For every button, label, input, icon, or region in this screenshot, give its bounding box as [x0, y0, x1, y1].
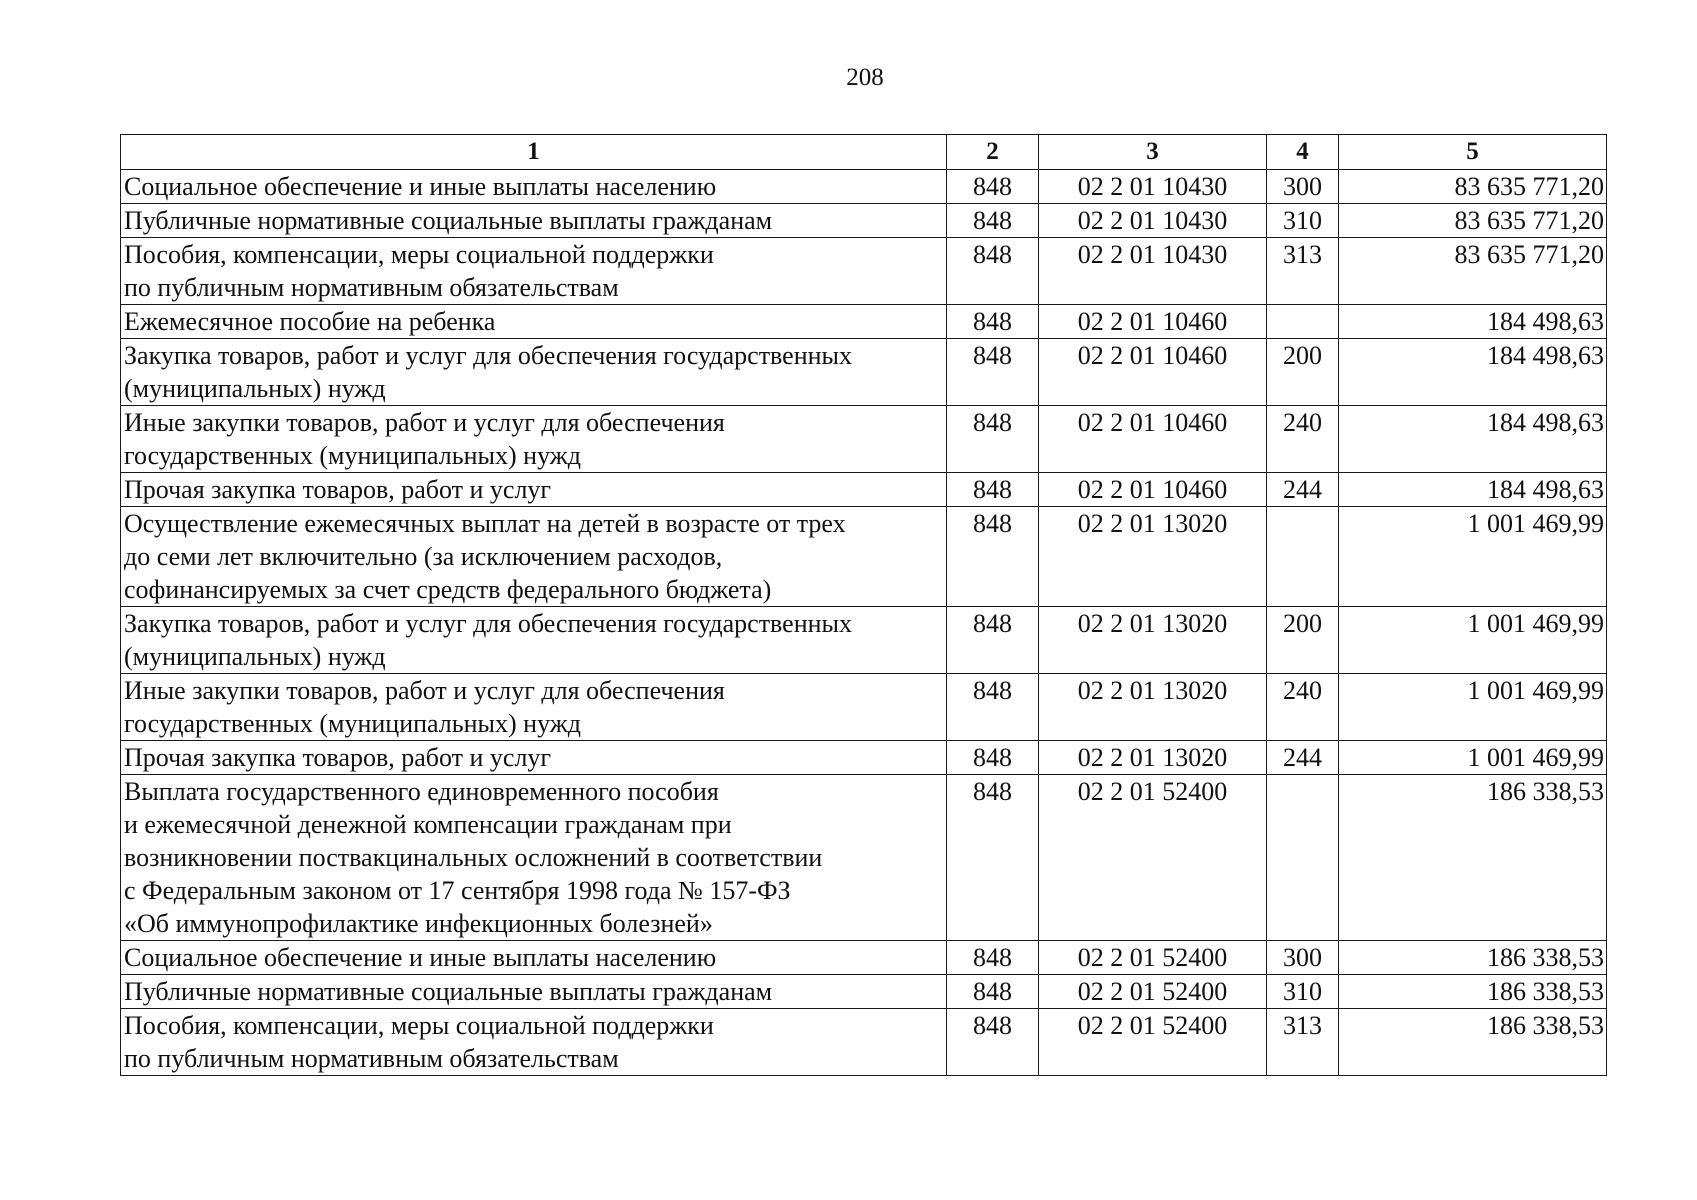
row-name-cell: Ежемесячное пособие на ребенка [121, 305, 947, 339]
table-row [121, 975, 1607, 1009]
row-department-code-cell: 848 [947, 473, 1039, 507]
table-row [121, 305, 1607, 339]
row-target-article-cell: 02 2 01 10430 [1039, 170, 1267, 204]
row-expense-type-cell: 244 [1267, 741, 1339, 775]
row-name-cell: Публичные нормативные социальные выплаты гражданам [121, 975, 947, 1009]
budget-table-container [120, 134, 1606, 1076]
table-row [121, 607, 1607, 674]
row-name-cell: Иные закупки товаров, работ и услуг для обеспечения государственных (муниципальных) нужд [121, 406, 947, 473]
table-row [121, 674, 1607, 741]
row-expense-type-cell: 300 [1267, 170, 1339, 204]
table-row [121, 204, 1607, 238]
row-name-cell: Пособия, компенсации, меры социальной поддержки по публичным нормативным обязательствам [121, 1009, 947, 1076]
row-amount-cell: 184 498,63 [1339, 473, 1607, 507]
row-name-cell: Иные закупки товаров, работ и услуг для обеспечения государственных (муниципальных) нужд [121, 674, 947, 741]
row-amount-cell: 1 001 469,99 [1339, 607, 1607, 674]
row-target-article-cell: 02 2 01 13020 [1039, 674, 1267, 741]
row-name-cell: Пособия, компенсации, меры социальной поддержки по публичным нормативным обязательствам [121, 238, 947, 305]
row-target-article-cell: 02 2 01 10460 [1039, 339, 1267, 406]
row-target-article-cell: 02 2 01 13020 [1039, 507, 1267, 607]
table-row [121, 741, 1607, 775]
row-expense-type-cell [1267, 305, 1339, 339]
header-col-4: 4 [1267, 135, 1339, 170]
table-row [121, 507, 1607, 607]
row-target-article-cell: 02 2 01 52400 [1039, 1009, 1267, 1076]
header-col-2: 2 [947, 135, 1039, 170]
row-expense-type-cell: 244 [1267, 473, 1339, 507]
row-name-cell: Социальное обеспечение и иные выплаты населению [121, 941, 947, 975]
row-name-cell: Закупка товаров, работ и услуг для обеспечения государственных (муниципальных) нужд [121, 339, 947, 406]
header-col-1: 1 [121, 135, 947, 170]
row-department-code-cell: 848 [947, 741, 1039, 775]
table-header [121, 135, 1607, 170]
row-amount-cell: 186 338,53 [1339, 975, 1607, 1009]
row-target-article-cell: 02 2 01 10460 [1039, 305, 1267, 339]
row-expense-type-cell: 200 [1267, 339, 1339, 406]
row-amount-cell: 186 338,53 [1339, 775, 1607, 941]
row-target-article-cell: 02 2 01 10430 [1039, 204, 1267, 238]
row-target-article-cell: 02 2 01 10460 [1039, 473, 1267, 507]
row-target-article-cell: 02 2 01 13020 [1039, 607, 1267, 674]
row-amount-cell: 1 001 469,99 [1339, 741, 1607, 775]
table-row [121, 941, 1607, 975]
row-amount-cell: 184 498,63 [1339, 406, 1607, 473]
row-name-cell: Прочая закупка товаров, работ и услуг [121, 741, 947, 775]
row-department-code-cell: 848 [947, 305, 1039, 339]
row-expense-type-cell: 313 [1267, 238, 1339, 305]
row-name-cell: Социальное обеспечение и иные выплаты населению [121, 170, 947, 204]
row-expense-type-cell: 200 [1267, 607, 1339, 674]
row-department-code-cell: 848 [947, 339, 1039, 406]
row-department-code-cell: 848 [947, 775, 1039, 941]
row-department-code-cell: 848 [947, 170, 1039, 204]
row-amount-cell: 83 635 771,20 [1339, 204, 1607, 238]
row-department-code-cell: 848 [947, 204, 1039, 238]
table-row [121, 406, 1607, 473]
row-department-code-cell: 848 [947, 238, 1039, 305]
header-col-5: 5 [1339, 135, 1607, 170]
row-expense-type-cell: 310 [1267, 204, 1339, 238]
row-expense-type-cell: 310 [1267, 975, 1339, 1009]
table-row [121, 170, 1607, 204]
row-amount-cell: 1 001 469,99 [1339, 507, 1607, 607]
row-target-article-cell: 02 2 01 10460 [1039, 406, 1267, 473]
header-row [121, 135, 1607, 170]
table-row [121, 775, 1607, 941]
row-name-cell: Осуществление ежемесячных выплат на детей в возрасте от трех до семи лет включительно (за исключением расходов, софинансируемых за счет средств федерального бюджета) [121, 507, 947, 607]
row-department-code-cell: 848 [947, 507, 1039, 607]
row-expense-type-cell [1267, 775, 1339, 941]
row-department-code-cell: 848 [947, 406, 1039, 473]
row-expense-type-cell: 313 [1267, 1009, 1339, 1076]
table-body [121, 170, 1607, 1076]
row-department-code-cell: 848 [947, 941, 1039, 975]
table-row [121, 1009, 1607, 1076]
row-name-cell: Публичные нормативные социальные выплаты гражданам [121, 204, 947, 238]
row-target-article-cell: 02 2 01 52400 [1039, 975, 1267, 1009]
row-target-article-cell: 02 2 01 10430 [1039, 238, 1267, 305]
row-amount-cell: 1 001 469,99 [1339, 674, 1607, 741]
row-department-code-cell: 848 [947, 674, 1039, 741]
header-col-3: 3 [1039, 135, 1267, 170]
row-department-code-cell: 848 [947, 1009, 1039, 1076]
table-row [121, 339, 1607, 406]
row-amount-cell: 184 498,63 [1339, 339, 1607, 406]
row-target-article-cell: 02 2 01 52400 [1039, 941, 1267, 975]
row-amount-cell: 184 498,63 [1339, 305, 1607, 339]
row-department-code-cell: 848 [947, 975, 1039, 1009]
row-name-cell: Закупка товаров, работ и услуг для обеспечения государственных (муниципальных) нужд [121, 607, 947, 674]
row-name-cell: Выплата государственного единовременного пособия и ежемесячной денежной компенсации гражданам при возникновении поствакцинальных осложнений в соответствии с Федеральным законом от 17 сентября 1998 года № 157-ФЗ «Об иммунопрофилактике инфекционных болезней» [121, 775, 947, 941]
row-target-article-cell: 02 2 01 52400 [1039, 775, 1267, 941]
row-amount-cell: 186 338,53 [1339, 941, 1607, 975]
row-expense-type-cell: 240 [1267, 406, 1339, 473]
row-expense-type-cell: 300 [1267, 941, 1339, 975]
row-amount-cell: 83 635 771,20 [1339, 170, 1607, 204]
budget-table [120, 134, 1607, 1076]
row-expense-type-cell [1267, 507, 1339, 607]
row-target-article-cell: 02 2 01 13020 [1039, 741, 1267, 775]
row-expense-type-cell: 240 [1267, 674, 1339, 741]
row-amount-cell: 186 338,53 [1339, 1009, 1607, 1076]
row-name-cell: Прочая закупка товаров, работ и услуг [121, 473, 947, 507]
table-row [121, 473, 1607, 507]
row-amount-cell: 83 635 771,20 [1339, 238, 1607, 305]
row-department-code-cell: 848 [947, 607, 1039, 674]
page-number: 208 [846, 64, 884, 91]
table-row [121, 238, 1607, 305]
